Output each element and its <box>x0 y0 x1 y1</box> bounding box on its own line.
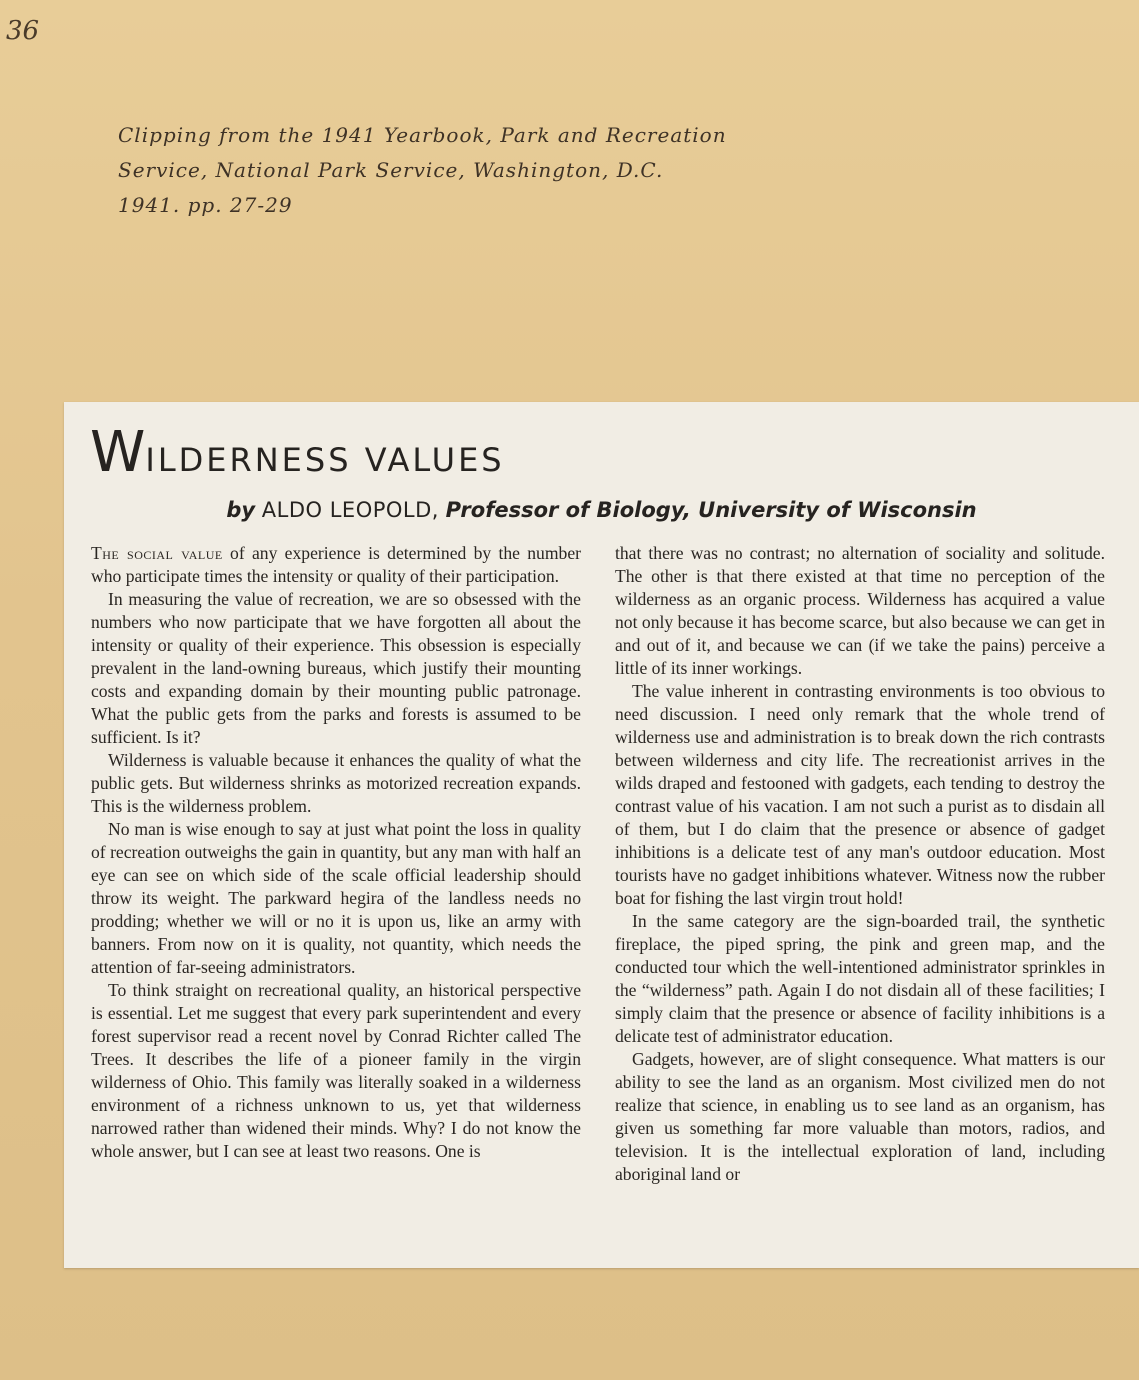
handwritten-note-line: Service, National Park Service, Washington, D.C. <box>118 158 664 182</box>
paragraph: Wilderness is valuable because it enhances the quality of what the public gets. But wilderness shrinks as motorized recreation expands. This is the wilderness problem. <box>91 750 581 816</box>
byline-author: ALDO LEOPOLD, <box>261 498 439 522</box>
paragraph: In the same category are the sign-boarded trail, the synthetic fireplace, the piped spring, the pink and green map, and the conducted tour which the well-intentioned administrator sprinkles in the “wilderness” path. Again I do not disdain all of these facilities; I simply claim that the presence or absence of facility inhibitions is a delicate test of administrator education. <box>615 911 1105 1046</box>
paragraph: To think straight on recreational quality, an historical perspective is essential. Let me suggest that every park superintendent and every forest supervisor read a recent novel by Conrad Richter called The Trees. It describes the life of a pioneer family in the virgin wilderness of Ohio. This family was literally soaked in a wilderness environment of a richness unknown to us, yet that wilderness narrowed rather than widened their minds. Why? I do not know the whole answer, but I can see at least two reasons. One is <box>91 980 581 1161</box>
page-number: 36 <box>6 16 40 46</box>
paragraph <box>91 542 581 588</box>
article-clipping <box>64 402 1139 1268</box>
paragraph: that there was no contrast; no alternation of sociality and solitude. The other is that there existed at that time no perception of the wilderness as an organic process. Wilderness has acquired a value not only because it has become scarce, but also because we can get in and out of it, and because we can (if we take the pains) perceive a little of its inner workings. <box>615 543 1105 678</box>
paragraph: Gadgets, however, are of slight consequence. What matters is our ability to see the land as an organism. Most civilized men do not realize that science, in enabling us to see land as an organism, has given us something far more valuable than motors, radios, and television. It is the intellectual exploration of land, including aboriginal land or <box>615 1049 1105 1184</box>
lead-in: The social value <box>91 543 223 563</box>
title-rest: ILDERNESS VALUES <box>145 441 505 479</box>
paragraph: In measuring the value of recreation, we are so obsessed with the numbers who now participate that we have forgotten all about the intensity or quality of their experience. This obsession is especially prevalent in the land-owning bureaus, which justify their mounting costs and expanding domain by their mounting public patronage. What the public gets from the parks and forests is assumed to be sufficient. Is it? <box>91 589 581 747</box>
title-initial: W <box>90 420 146 485</box>
handwritten-note <box>118 118 858 223</box>
byline <box>64 498 1139 522</box>
paragraph: The value inherent in contrasting environments is too obvious to need discussion. I need only remark that the whole trend of wilderness use and administration is to break down the rich contrasts between wilderness and city life. The recreationist arrives in the wilds draped and festooned with gadgets, each tending to destroy the contrast value of his vacation. I am not such a purist as to disdain all of them, but I do claim that the presence or absence of gadget inhibitions is a delicate test of any man's outdoor education. Most tourists have no gadget inhibitions whatever. Witness now the rubber boat for fishing the last virgin trout hold! <box>615 681 1105 908</box>
handwritten-note-line: 1941. pp. 27-29 <box>118 193 293 217</box>
paragraph-text: of any experience is determined by the number who participate times the intensity or quality of their participation. <box>91 543 581 586</box>
article-column-left <box>91 542 581 1163</box>
byline-affiliation: Professor of Biology, University of Wisconsin <box>445 498 977 522</box>
byline-by: by <box>226 498 256 522</box>
paragraph: No man is wise enough to say at just what point the loss in quality of recreation outweighs the gain in quantity, but any man with half an eye can see on which side of the scale official leadership should throw its weight. The parkward hegira of the landless needs no prodding; whether we will or no it is upon us, like an army with banners. From now on it is quality, not quantity, which needs the attention of far-seeing administrators. <box>91 819 581 977</box>
article-column-right <box>615 542 1105 1186</box>
handwritten-note-line: Clipping from the 1941 Yearbook, Park and Recreation <box>118 123 727 147</box>
article-title <box>90 420 505 485</box>
